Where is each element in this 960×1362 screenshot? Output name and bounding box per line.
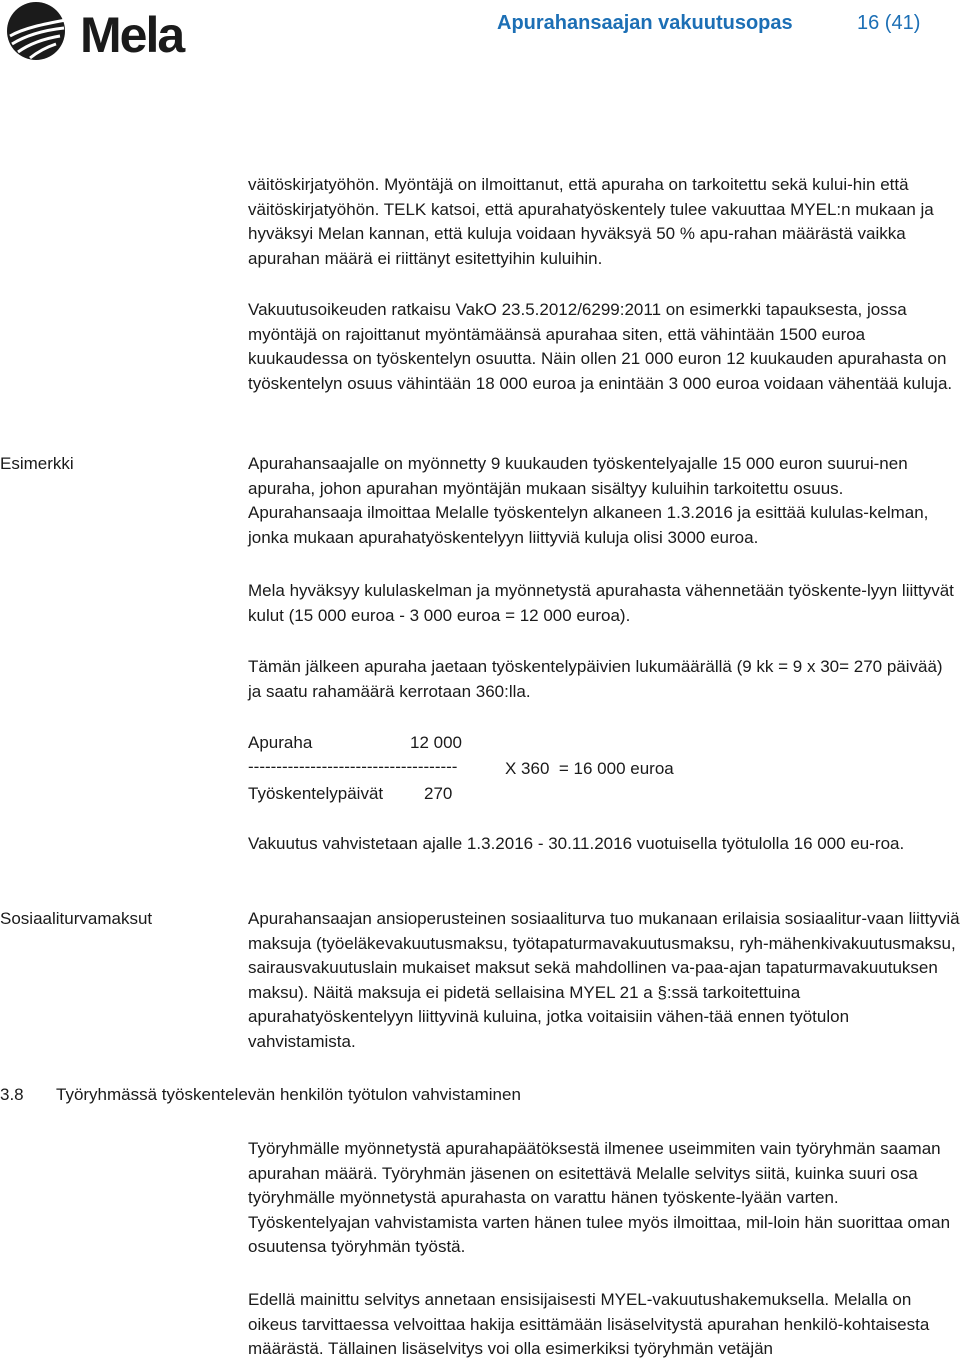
- calc-value-days: 270: [424, 784, 453, 803]
- paragraph-9: Edellä mainittu selvitys annetaan ensisijaisesti MYEL-vakuutushakemuksella. Melalla on oikeus tarvittaessa velvoittaa hakija esittämään lisäselvitystä apurahan henkilö-kohtaisesta määrästä. Tällainen lisäselvitys voi olla esimerkiksi työryhmän vetäjän: [248, 1290, 930, 1358]
- page-header: [0, 0, 960, 80]
- paragraph-1: väitöskirjatyöhön. Myöntäjä on ilmoittanut, että apuraha on tarkoitettu sekä kului-hin että väitöskirjatyöhön. TELK katsoi, että apurahatyöskentely tulee vakuuttaa MYEL:n mukaan ja hyväksyi Melan kannan, että kuluja voidaan hyväksyä 50 % apu-rahan määrästä vaikka apurahan määrä ei riittänyt esitettyihin kuluihin.: [248, 175, 934, 268]
- paragraph-8: Työryhmälle myönnetystä apurahapäätöksestä ilmenee useimmiten vain työryhmän saaman apurahan määrä. Työryhmän jäsenen on esitettävä Melalle selvitys siitä, kuinka suuri osa työryhmälle myönnetystä apurahasta on varattu hänen työskente-lyään varten. Työskentelyajan vahvistamista varten hänen tulee myös ilmoittaa, mil-loin hän suorittaa oman osuutensa työryhmän työstä.: [248, 1139, 951, 1256]
- calc-label-grant: Apuraha: [248, 733, 313, 752]
- calc-value-grant: 12 000: [410, 733, 462, 752]
- logo-wordmark: Mela: [80, 7, 184, 63]
- paragraph-5: Tämän jälkeen apuraha jaetaan työskentelypäivien lukumäärällä (9 kk = 9 x 30= 270 päivää) ja saatu rahamäärä kerrotaan 360:lla.: [248, 657, 943, 701]
- paragraph-3: Apurahansaajalle on myönnetty 9 kuukauden työskentelyajalle 15 000 euron suurui-nen apuraha, johon apurahan myöntäjän mukaan sisältyy kuluihin tarkoitettu osuus. Apurahansaaja ilmoittaa Melalle työskentelyn alkaneen 1.3.2016 ja esittää kululas-kelman, jonka mukaan apurahatyöskentelyyn liittyviä kuluja olisi 3000 euroa.: [248, 454, 929, 547]
- mela-logo: [0, 0, 190, 64]
- side-label-social: Sosiaaliturvamaksut: [0, 909, 153, 928]
- side-label-example: Esimerkki: [0, 454, 74, 473]
- paragraph-7: Apurahansaajan ansioperusteinen sosiaaliturva tuo mukanaan erilaisia sosiaalitur-vaan liittyviä maksuja (työeläkevakuutusmaksu, työtapaturmavakuutusmaksu, ryh-mähenkivakuutusmaksu, sairausvakuutuslain mukaiset maksut sekä mahdollinen va-paa-ajan tapaturmavakuutuksen maksu). Näitä maksuja ei pidetä sellaisina MYEL 21 a §:ssä tarkoitettuina apurahatyöskentelyyn liittyvinä kuluina, jotka voitaisiin vähen-tää ennen työtulon vahvistamista.: [248, 909, 960, 1051]
- calc-result: X 360 = 16 000 euroa: [505, 759, 674, 778]
- mela-logo-icon: [0, 0, 78, 62]
- paragraph-2: Vakuutusoikeuden ratkaisu VakO 23.5.2012/6299:2011 on esimerkki tapauksesta, jossa myöntäjä on rajoittanut myöntämäänsä apurahaa siten, että vähintään 1500 euroa kuukaudessa on työskentelyn osuutta. Näin ollen 21 000 euron 12 kuukauden apurahasta on työskentelyn osuus vähintään 18 000 euroa ja enintään 3 000 euroa voidaan vähentää kuluja.: [248, 300, 953, 393]
- document-title: Apurahansaajan vakuutusopas: [497, 12, 793, 34]
- calc-label-days: Työskentelypäivät: [248, 784, 384, 803]
- section-number: 3.8: [0, 1085, 24, 1104]
- page-number: 16 (41): [857, 12, 921, 34]
- section-heading: [0, 1083, 521, 1108]
- calc-divider: -------------------------------------: [248, 757, 458, 776]
- paragraph-6: Vakuutus vahvistetaan ajalle 1.3.2016 - 30.11.2016 vuotuisella työtulolla 16 000 eu-roa.: [248, 834, 905, 853]
- paragraph-4: Mela hyväksyy kululaskelman ja myönnetystä apurahasta vähennetään työskente-lyyn liittyvät kulut (15 000 euroa - 3 000 euroa = 12 000 euroa).: [248, 581, 954, 625]
- section-title: Työryhmässä työskentelevän henkilön työtulon vahvistaminen: [56, 1085, 521, 1104]
